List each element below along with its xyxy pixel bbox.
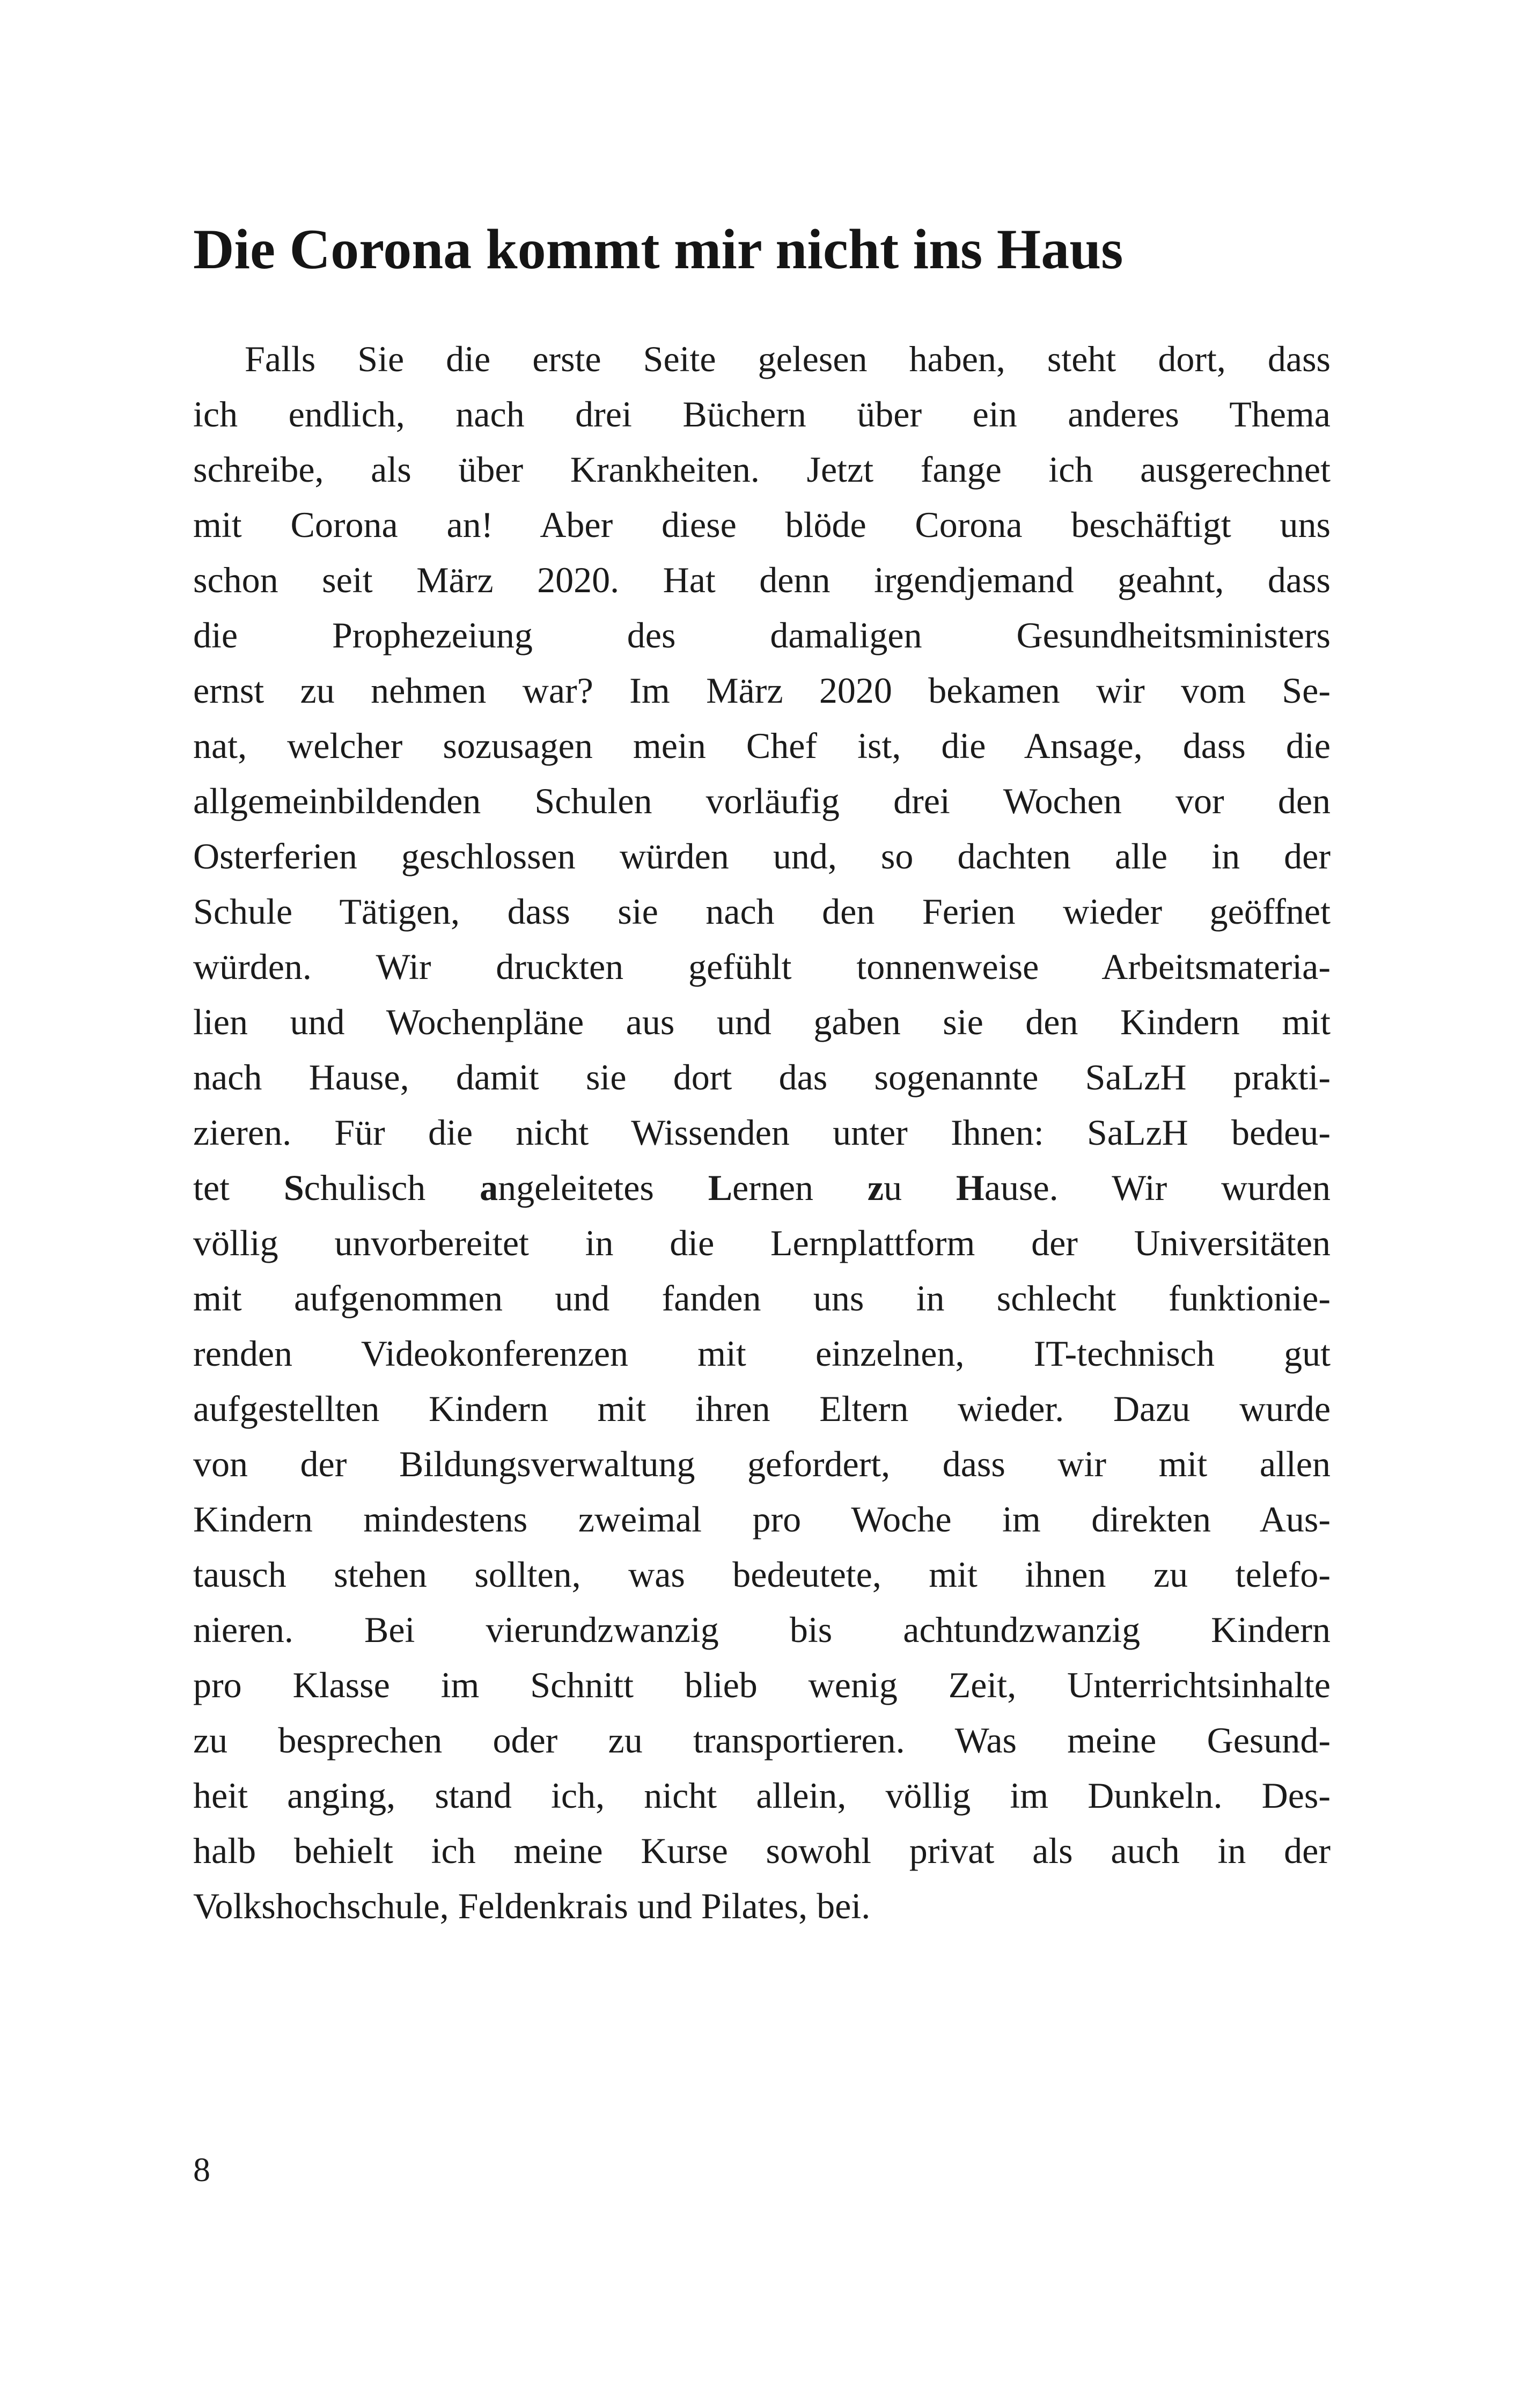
text-segment: zu besprechen oder zu transportieren. Was meine Gesund- bbox=[193, 1720, 1331, 1761]
text-segment: Osterferien geschlossen würden und, so dachten alle in der bbox=[193, 836, 1331, 877]
body-line bbox=[193, 1823, 1331, 1879]
body-line bbox=[193, 1602, 1331, 1658]
body-line bbox=[193, 718, 1331, 774]
text-segment: Schule Tätigen, dass sie nach den Ferien wieder geöffnet bbox=[193, 891, 1331, 932]
body-line bbox=[193, 1879, 1331, 1934]
page-number: 8 bbox=[193, 2151, 210, 2189]
text-segment: ause. Wir wurden bbox=[984, 1167, 1331, 1208]
text-segment: aufgestellten Kindern mit ihren Eltern wieder. Dazu wurde bbox=[193, 1388, 1331, 1429]
text-segment: allgemeinbildenden Schulen vorläufig drei Wochen vor den bbox=[193, 780, 1331, 821]
text-segment: ich endlich, nach drei Büchern über ein anderes Thema bbox=[193, 394, 1331, 435]
text-segment: chulisch bbox=[304, 1167, 480, 1208]
text-segment: Volkshochschule, Feldenkrais und Pilates, bei. bbox=[193, 1886, 871, 1926]
body-line bbox=[193, 332, 1331, 387]
text-segment: nieren. Bei vierundzwanzig bis achtundzwanzig Kindern bbox=[193, 1609, 1331, 1650]
text-segment: von der Bildungsverwaltung gefordert, dass wir mit allen bbox=[193, 1444, 1331, 1484]
body-line bbox=[193, 829, 1331, 884]
text-segment: ernen bbox=[732, 1167, 868, 1208]
body-line bbox=[193, 663, 1331, 718]
body-line bbox=[193, 442, 1331, 497]
text-segment: schon seit März 2020. Hat denn irgendjemand geahnt, dass bbox=[193, 559, 1331, 600]
body-line bbox=[193, 1492, 1331, 1547]
acronym-letter: z bbox=[867, 1167, 884, 1208]
body-line bbox=[193, 939, 1331, 995]
body-paragraph bbox=[193, 332, 1331, 1934]
text-segment: zieren. Für die nicht Wissenden unter Ihnen: SaLzH bedeu- bbox=[193, 1112, 1331, 1153]
text-segment: mit Corona an! Aber diese blöde Corona beschäftigt uns bbox=[193, 504, 1331, 545]
text-segment: halb behielt ich meine Kurse sowohl privat als auch in der bbox=[193, 1830, 1331, 1871]
text-segment: Falls Sie die erste Seite gelesen haben, steht dort, dass bbox=[245, 338, 1331, 379]
acronym-letter: a bbox=[480, 1167, 498, 1208]
text-segment: mit aufgenommen und fanden uns in schlecht funktionie- bbox=[193, 1278, 1331, 1319]
body-line bbox=[193, 1050, 1331, 1105]
text-segment: völlig unvorbereitet in die Lernplattform der Universitäten bbox=[193, 1223, 1331, 1263]
body-line bbox=[193, 553, 1331, 608]
text-segment: nach Hause, damit sie dort das sogenannte SaLzH prakti- bbox=[193, 1057, 1331, 1098]
body-line bbox=[193, 387, 1331, 442]
text-segment: ngeleitetes bbox=[498, 1167, 708, 1208]
body-line bbox=[193, 1160, 1331, 1216]
text-segment: pro Klasse im Schnitt blieb wenig Zeit, Unterrichtsinhalte bbox=[193, 1665, 1331, 1705]
text-segment: heit anging, stand ich, nicht allein, völlig im Dunkeln. Des- bbox=[193, 1775, 1331, 1816]
acronym-letter: L bbox=[708, 1167, 733, 1208]
body-line bbox=[193, 1768, 1331, 1823]
body-line bbox=[193, 995, 1331, 1050]
body-line bbox=[193, 774, 1331, 829]
body-line bbox=[193, 1713, 1331, 1768]
body-line bbox=[193, 1658, 1331, 1713]
body-line bbox=[193, 1547, 1331, 1602]
text-segment: die Prophezeiung des damaligen Gesundheitsministers bbox=[193, 615, 1331, 656]
text-segment: ernst zu nehmen war? Im März 2020 bekamen wir vom Se- bbox=[193, 670, 1331, 711]
body-line bbox=[193, 497, 1331, 553]
chapter-title: Die Corona kommt mir nicht ins Haus bbox=[193, 218, 1123, 281]
body-line bbox=[193, 1105, 1331, 1160]
body-line bbox=[193, 1437, 1331, 1492]
text-segment: lien und Wochenpläne aus und gaben sie den Kindern mit bbox=[193, 1002, 1331, 1042]
body-line bbox=[193, 1326, 1331, 1381]
text-segment: schreibe, als über Krankheiten. Jetzt fange ich ausgerechnet bbox=[193, 449, 1331, 490]
text-segment: renden Videokonferenzen mit einzelnen, IT-technisch gut bbox=[193, 1333, 1331, 1374]
body-line bbox=[193, 608, 1331, 663]
body-line bbox=[193, 1381, 1331, 1437]
acronym-letter: S bbox=[283, 1167, 304, 1208]
acronym-letter: H bbox=[956, 1167, 984, 1208]
body-line bbox=[193, 1271, 1331, 1326]
text-segment: Kindern mindestens zweimal pro Woche im direkten Aus- bbox=[193, 1499, 1331, 1540]
body-line bbox=[193, 1216, 1331, 1271]
text-segment: würden. Wir druckten gefühlt tonnenweise Arbeitsmateria- bbox=[193, 946, 1331, 987]
text-segment: tausch stehen sollten, was bedeutete, mit ihnen zu telefo- bbox=[193, 1554, 1331, 1595]
body-line bbox=[193, 884, 1331, 939]
text-segment: u bbox=[884, 1167, 956, 1208]
text-segment: nat, welcher sozusagen mein Chef ist, die Ansage, dass die bbox=[193, 725, 1331, 766]
text-segment: tet bbox=[193, 1167, 284, 1208]
